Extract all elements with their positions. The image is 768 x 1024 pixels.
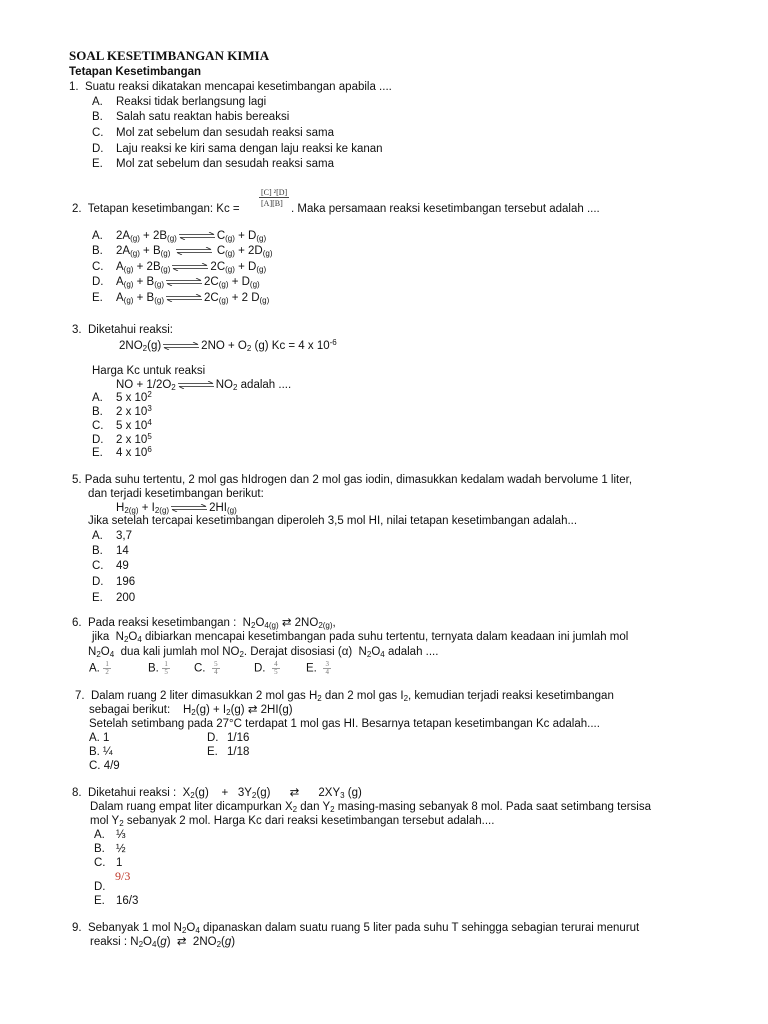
- question-number: 3.: [72, 324, 82, 336]
- question-text: Diketahui reaksi:: [87, 324, 173, 336]
- question-6: 6. Pada reaksi kesetimbangan : $N_2O_{4(g)}$ ⇄ $2NO_{2(g)}$,: [72, 617, 336, 630]
- question-text: Suatu reaksi dikatakan mencapai kesetimbangan apabila ....: [84, 81, 392, 93]
- option-equation: $2A_{(g)} + 2B_{(g)}$ $C_{(g)} + D_{(g)}$: [116, 230, 267, 243]
- question-text: Tetapan kesetimbangan: Kc =: [87, 203, 240, 215]
- question-text: Dalam ruang empat liter dicampurkan $X_2$ dan $Y_2$ masing-masing sebanyak 8 mol. Pada saat setimbang tersisa: [90, 801, 652, 814]
- kc-denominator: [A][B]: [261, 199, 283, 208]
- option-label: C.: [92, 420, 104, 432]
- option-label: A.: [92, 96, 103, 108]
- option-label: E.: [92, 592, 103, 604]
- option-label: B.: [92, 545, 103, 557]
- option-text: Laju reaksi ke kiri sama dengan laju reaksi ke kanan: [116, 143, 383, 155]
- question-text: mol $Y_2$ sebanyak 2 mol. Harga Kc dari reaksi kesetimbangan tersebut adalah....: [90, 815, 495, 828]
- kc-fraction-bar: [259, 197, 289, 198]
- option-text: 4 x $10^6$: [116, 445, 152, 459]
- option-label: A.: [89, 662, 100, 675]
- equilibrium-arrow-icon: [170, 504, 208, 512]
- option-label: B.: [94, 843, 105, 855]
- option-label: B.: [148, 662, 159, 675]
- kc-numerator: [C] ²[D]: [261, 188, 288, 197]
- question-text: Setelah setimbang pada 27°C terdapat 1 mol gas HI. Besarnya tetapan kesetimbangan Kc adalah....: [89, 718, 600, 730]
- equilibrium-arrow-icon: [165, 294, 203, 302]
- option-text: 2 x $10^3$: [116, 404, 152, 418]
- question-text: sebagai berikut: $H_2(g) + I_2(g)$ ⇄ 2HI(g): [89, 704, 293, 717]
- option-label: C.: [92, 261, 104, 273]
- equilibrium-arrow-icon: [171, 263, 209, 271]
- option-text: 14: [116, 545, 129, 557]
- question-2-continuation: . Maka persamaan reaksi kesetimbangan tersebut adalah ....: [291, 203, 600, 215]
- option-label: D.: [92, 434, 104, 446]
- option-text: Mol zat sebelum dan sesudah reaksi sama: [116, 127, 334, 139]
- option-text: 200: [116, 592, 136, 604]
- question-number: 8.: [72, 787, 82, 799]
- equilibrium-arrow-icon: [177, 381, 215, 389]
- option-label: D.: [92, 576, 104, 588]
- option-label: E.: [94, 895, 105, 907]
- question-8: 8. Diketahui reaksi : $X_2(g)$ + $3Y_2(g)$ ⇄ $2XY_3$ (g): [72, 787, 362, 800]
- option-label: E.: [306, 662, 317, 675]
- option-row: [254, 661, 280, 676]
- option-label: A.: [94, 829, 105, 841]
- kc-exponent: -6: [329, 338, 337, 347]
- option-text: Salah satu reaktan habis bereaksi: [116, 111, 290, 123]
- option-text: 16/3: [116, 895, 139, 907]
- option-text: 49: [116, 560, 129, 572]
- option-label: E.: [207, 746, 218, 758]
- question-text: Jika setelah tercapai kesetimbangan diperoleh 3,5 mol HI, nilai tetapan kesetimbangan adalah...: [88, 515, 578, 527]
- option-text: 3,7: [116, 530, 132, 542]
- question-number: 1.: [69, 81, 79, 93]
- question-text: Pada suhu tertentu, 2 mol gas hIdrogen dan 2 mol gas iodin, dimasukkan kedalam wadah bervolume 1 liter,: [84, 474, 633, 486]
- option-text: A. 1: [89, 732, 110, 744]
- option-label: C.: [92, 560, 104, 572]
- option-equation: $A_{(g)} + B_{(g)}$ $2C_{(g)} + D_{(g)}$: [116, 276, 260, 289]
- fraction: $\frac{4}{5}$: [272, 661, 280, 676]
- question-text: jika $N_2O_4$ dibiarkan mencapai kesetimbangan pada suhu tertentu, ternyata dalam keadaan ini jumlah mol: [92, 631, 629, 644]
- option-label: D.: [94, 881, 106, 893]
- option-text: 196: [116, 576, 136, 588]
- question-text: $N_2O_4$ dua kali jumlah mol $NO_2$. Derajat disosiasi (α) $N_2O_4$ adalah ....: [88, 646, 439, 659]
- option-row: [306, 661, 331, 676]
- page-title: SOAL KESETIMBANGAN KIMIA: [69, 48, 270, 63]
- handwritten-answer: 9/3: [115, 869, 131, 883]
- option-text: Reaksi tidak berlangsung lagi: [116, 96, 267, 108]
- question-text: reaksi : $N_2O_4(g)$ ⇄ $2NO_2(g)$: [90, 936, 236, 949]
- question-2: [72, 202, 240, 216]
- question-number: 9.: [72, 922, 82, 934]
- option-row: [194, 661, 220, 676]
- question-number: 5.: [72, 474, 82, 486]
- option-row: [89, 661, 111, 676]
- option-label: E.: [92, 292, 103, 304]
- fraction: $\frac{1}{2}$: [103, 661, 111, 676]
- option-label: E.: [92, 158, 103, 170]
- equilibrium-arrow-icon: [162, 342, 200, 350]
- question-3: [72, 323, 173, 337]
- question-9: 9. Sebanyak 1 mol $N_2O_4$ dipanaskan dalam suatu ruang 5 liter pada suhu T sehingga sebagian terurai menurut: [72, 922, 640, 935]
- option-label: E.: [92, 447, 103, 459]
- option-equation: $2A_{(g)} + B_{(g)}$ $C_{(g)} + 2D_{(g)}$: [116, 245, 273, 258]
- question-text: dan terjadi kesetimbangan berikut:: [88, 488, 264, 500]
- question-number: 7.: [75, 690, 85, 702]
- kc-value: Kc = 4 x 10: [271, 340, 330, 352]
- option-text: C. 4/9: [89, 760, 120, 772]
- option-label: A.: [92, 230, 103, 242]
- option-text: 1/18: [227, 746, 250, 758]
- option-label: B.: [92, 111, 103, 123]
- reaction-equation: $H_{2(g)} + I_{2(g)}$ $2HI_{(g)}$: [116, 502, 237, 515]
- option-text: ½: [116, 843, 126, 855]
- option-text: ⅓: [116, 829, 126, 841]
- option-text: 1: [116, 857, 123, 869]
- question-number: 6.: [72, 617, 82, 629]
- option-row: [148, 661, 170, 676]
- option-text: 1/16: [227, 732, 250, 744]
- option-label: D.: [92, 143, 104, 155]
- equilibrium-arrow-icon: [175, 247, 213, 255]
- fraction: $\frac{3}{4}$: [323, 661, 331, 676]
- option-text: Mol zat sebelum dan sesudah reaksi sama: [116, 158, 334, 170]
- question-text: Pada reaksi kesetimbangan :: [87, 617, 237, 629]
- option-label: D.: [92, 276, 104, 288]
- option-text: B. ¼: [89, 746, 113, 758]
- option-text: 5 x $10^4$: [116, 418, 152, 432]
- option-text: 5 x $10^2$: [116, 390, 152, 404]
- option-text: 2 x $10^5$: [116, 432, 152, 446]
- option-label: B.: [92, 406, 103, 418]
- option-label: A.: [92, 392, 103, 404]
- question-number: 2.: [72, 203, 82, 215]
- question-7: 7. Dalam ruang 2 liter dimasukkan 2 mol gas $H_2$ dan 2 mol gas $I_2$, kemudian terjadi reaksi kesetimbangan: [75, 690, 614, 703]
- option-equation: $A_{(g)} + 2B_{(g)}$ $2C_{(g)} + D_{(g)}$: [116, 261, 267, 274]
- option-equation: $A_{(g)} + B_{(g)}$ $2C_{(g)} + 2$ $D_{(g)}$: [116, 292, 270, 305]
- equilibrium-arrow-icon: [165, 278, 203, 286]
- fraction: $\frac{5}{4}$: [212, 661, 220, 676]
- option-label: C.: [194, 662, 206, 675]
- equilibrium-arrow-icon: [178, 232, 216, 240]
- section-subtitle: Tetapan Kesetimbangan: [69, 66, 202, 78]
- option-label: C.: [92, 127, 104, 139]
- question-5: [72, 473, 632, 487]
- question-1: [69, 80, 392, 94]
- option-label: D.: [254, 662, 266, 675]
- fraction: $\frac{1}{5}$: [162, 661, 170, 676]
- option-label: C.: [94, 857, 106, 869]
- option-label: A.: [92, 530, 103, 542]
- reaction-equation: NO + $1/2O_2$ $NO_2$ adalah ....: [116, 379, 292, 392]
- option-label: B.: [92, 245, 103, 257]
- harga-label: Harga Kc untuk reaksi: [92, 365, 206, 377]
- option-label: D.: [207, 732, 219, 744]
- reaction-equation: $2NO_2(g)$ $2NO + O_2$ (g) Kc = 4 x $10^{-6}$: [119, 338, 337, 353]
